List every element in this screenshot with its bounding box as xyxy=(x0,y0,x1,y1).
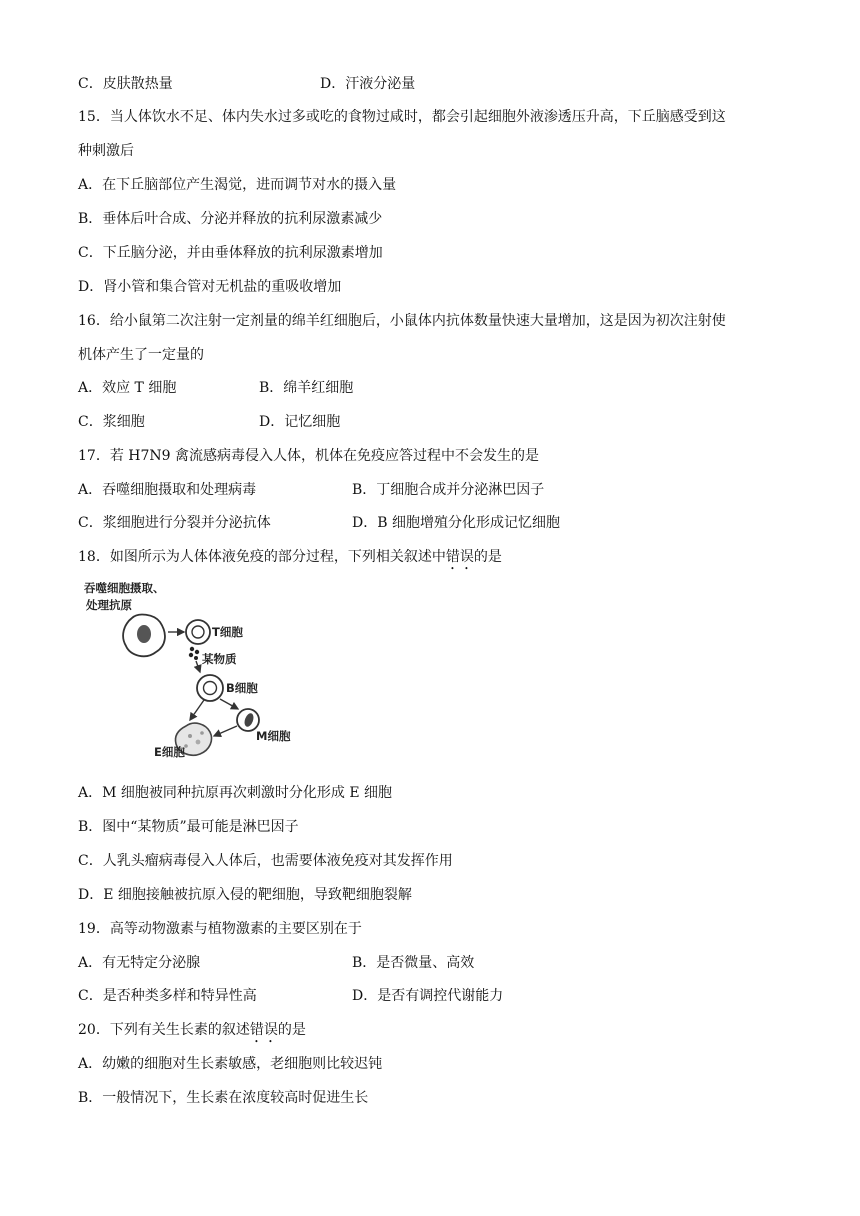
q19-stem: 19．高等动物激素与植物激素的主要区别在于 xyxy=(78,921,362,937)
q15-option-b: B．垂体后叶合成、分泌并释放的抗利尿激素减少 xyxy=(78,211,383,227)
arrow-substance-to-b xyxy=(196,661,200,672)
q15-option-d: D．肾小管和集合管对无机盐的重吸收增加 xyxy=(78,279,342,295)
q14-option-d: D．汗液分泌量 xyxy=(320,76,416,92)
q17-option-a: A．吞噬细胞摄取和处理病毒 xyxy=(78,482,257,498)
q18-stem-pre: 18．如图所示为人体体液免疫的部分过程，下列相关叙述中 xyxy=(78,549,446,565)
q16-stem-line1: 16．给小鼠第二次注射一定剂量的绵羊红细胞后，小鼠体内抗体数量快速大量增加，这是因为初次注射使 xyxy=(78,313,726,329)
q15-stem-line2: 种刺激后 xyxy=(78,143,134,159)
t-cell-nucleus xyxy=(192,626,204,638)
q17-option-d: D．B 细胞增殖分化形成记忆细胞 xyxy=(352,515,560,531)
q18-option-b: B．图中“某物质”最可能是淋巴因子 xyxy=(78,819,299,835)
q16-option-d: D．记忆细胞 xyxy=(259,414,341,430)
phagocyte-label-line2: 处理抗原 xyxy=(86,598,132,612)
q19-option-c: C．是否种类多样和特异性高 xyxy=(78,988,257,1004)
substance-dot xyxy=(189,653,193,657)
substance-dot xyxy=(190,647,194,651)
e-cell-granule xyxy=(196,740,201,745)
q19-option-d: D．是否有调控代谢能力 xyxy=(352,988,504,1004)
q17-option-b: B．丁细胞合成并分泌淋巴因子 xyxy=(352,482,545,498)
q15-option-a: A．在下丘脑部位产生渴觉，进而调节对水的摄入量 xyxy=(78,177,397,193)
q20-stem-pre: 20．下列有关生长素的叙述 xyxy=(78,1022,250,1038)
q18-stem xyxy=(78,547,502,573)
q20-stem-post: 的是 xyxy=(277,1022,306,1038)
q20-stem xyxy=(78,1020,306,1046)
q18-stem-post: 的是 xyxy=(473,549,502,565)
b-cell-nucleus xyxy=(204,682,217,695)
e-cell-label: E细胞 xyxy=(154,745,185,759)
substance-dot xyxy=(195,650,199,654)
e-cell-granule xyxy=(188,734,192,738)
q18-stem-emphasis: 错误 xyxy=(445,549,474,565)
q18-option-c: C．人乳头瘤病毒侵入人体后，也需要体液免疫对其发挥作用 xyxy=(78,853,453,869)
q16-option-a: A．效应 T 细胞 xyxy=(78,380,177,396)
humoral-immunity-diagram xyxy=(80,578,291,768)
q18-option-d: D．E 细胞接触被抗原入侵的靶细胞，导致靶细胞裂解 xyxy=(78,887,412,903)
q19-option-a: A．有无特定分泌腺 xyxy=(78,955,201,971)
q17-option-c: C．浆细胞进行分裂并分泌抗体 xyxy=(78,515,271,531)
b-cell-label: B细胞 xyxy=(226,681,258,695)
q20-option-a: A．幼嫩的细胞对生长素敏感，老细胞则比较迟钝 xyxy=(78,1056,383,1072)
arrow-b-to-m xyxy=(220,699,238,709)
q16-stem-line2: 机体产生了一定量的 xyxy=(78,347,204,363)
q19-option-b: B．是否微量、高效 xyxy=(352,955,475,971)
q14-option-c: C．皮肤散热量 xyxy=(78,76,173,92)
substance-label: 某物质 xyxy=(202,652,237,666)
q20-stem-emphasis: 错误 xyxy=(249,1022,278,1038)
e-cell-granule xyxy=(200,731,204,735)
q16-option-c: C．浆细胞 xyxy=(78,414,145,430)
t-cell-label: T细胞 xyxy=(212,625,243,639)
q16-option-b: B．绵羊红细胞 xyxy=(259,380,354,396)
q20-option-b: B．一般情况下，生长素在浓度较高时促进生长 xyxy=(78,1090,369,1106)
phagocyte-label-line1: 吞噬细胞摄取、 xyxy=(84,581,165,595)
arrow-m-to-e xyxy=(214,726,237,736)
phagocyte-nucleus xyxy=(137,625,151,643)
q15-option-c: C．下丘脑分泌，并由垂体释放的抗利尿激素增加 xyxy=(78,245,383,261)
q15-stem-line1: 15．当人体饮水不足、体内失水过多或吃的食物过咸时，都会引起细胞外液渗透压升高，下丘脑感受到这 xyxy=(78,109,726,125)
q17-stem: 17．若 H7N9 禽流感病毒侵入人体，机体在免疫应答过程中不会发生的是 xyxy=(78,448,539,464)
m-cell-label: M细胞 xyxy=(256,729,291,743)
q18-option-a: A．M 细胞被同种抗原再次刺激时分化形成 E 细胞 xyxy=(78,785,393,801)
arrow-b-to-e xyxy=(190,700,204,720)
substance-dot xyxy=(194,656,198,660)
